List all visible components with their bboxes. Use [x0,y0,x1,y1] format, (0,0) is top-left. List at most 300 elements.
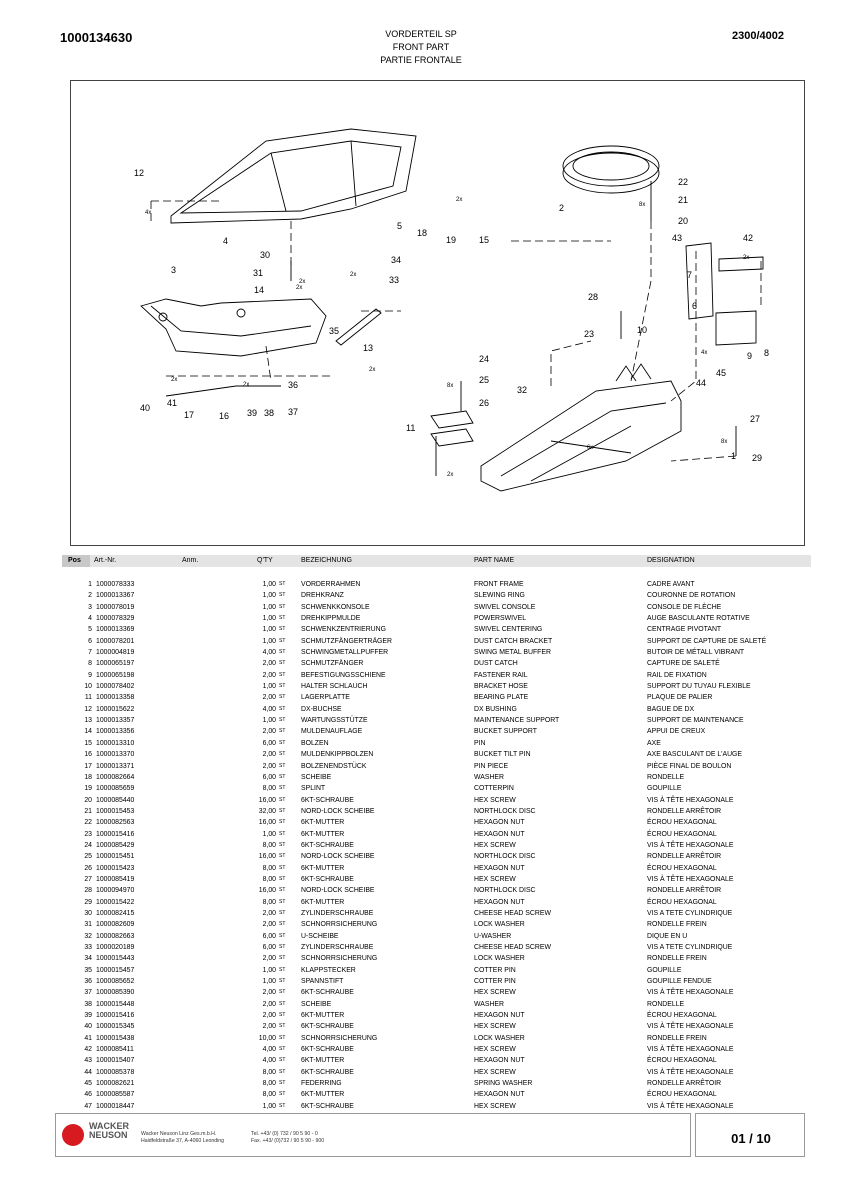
qty-mark: 2x [456,197,463,203]
front-frame-inner [501,403,666,481]
fastener-rail-part [719,257,763,271]
col-part: PART NAME [474,557,515,564]
pos-cell: 15 [84,739,92,747]
qty-mark: 8x [639,202,646,208]
qty-mark: 8x [721,439,728,445]
model-number: 2300/4002 [732,30,784,42]
parts-table-header [62,555,811,567]
pos-cell: 19 [84,785,92,793]
pos-cell: 46 [84,1091,92,1099]
table-row [62,726,811,737]
pos-cell: 34 [84,955,92,963]
part-name-cell: NORTHLOCK DISC [474,807,536,815]
designation-cell: CONSOLE DE FLÈCHE [647,603,722,611]
designation-cell: ÉCROU HEXAGONAL [647,830,717,838]
quantity-cell: 16,00 [258,819,276,827]
exploded-view-svg [71,81,804,545]
part-name-cell: CHEESE HEAD SCREW [474,909,551,917]
article-number-cell: 1000078019 [96,603,135,611]
pos-cell: 5 [88,626,92,634]
page-number-box [695,1113,805,1157]
article-number-cell: 1000085587 [96,1091,135,1099]
bezeichnung-cell: 6KT-SCHRAUBE [301,1068,354,1076]
unit-cell: ST [279,819,286,826]
title-en: FRONT PART [392,42,450,52]
article-number-cell: 1000085440 [96,796,135,804]
callout: 16 [219,411,230,421]
bezeichnung-cell: 6KT-SCHRAUBE [301,1046,354,1054]
unit-cell: ST [279,637,286,644]
article-number-cell: 1000082563 [96,819,135,827]
bezeichnung-cell: DREHKIPPMULDE [301,615,361,623]
quantity-cell: 8,00 [262,898,276,906]
designation-cell: SUPPORT DU TUYAU FLEXIBLE [647,683,751,691]
article-number-cell: 1000085659 [96,785,135,793]
designation-cell: CADRE AVANT [647,581,695,588]
quantity-cell: 2,00 [262,751,276,759]
quantity-cell: 6,00 [262,932,276,940]
table-row [62,851,811,862]
unit-cell: ST [279,615,286,622]
table-row [62,624,811,635]
callout: 3 [171,265,177,275]
callout: 21 [678,195,689,205]
table-row [62,647,811,658]
designation-cell: CENTRAGE PIVOTANT [647,626,722,634]
part-name-cell: HEXAGON NUT [474,819,525,827]
wacker-neuson-logo-icon [62,1124,84,1146]
table-row [62,658,811,669]
pos-cell: 23 [84,830,92,838]
pos-cell: 38 [84,1000,92,1008]
quantity-cell: 2,00 [262,694,276,702]
col-bez: BEZEICHNUNG [301,557,352,564]
bezeichnung-cell: SCHWENKZENTRIERUNG [301,626,386,634]
designation-cell: BAGUE DE DX [647,705,695,713]
callout: 20 [678,216,689,226]
designation-cell: PIÈCE FINAL DE BOULON [647,762,732,770]
table-row [62,897,811,908]
pos-cell: 35 [84,966,92,974]
company-contact [251,1131,324,1145]
pos-cell: 42 [84,1046,92,1054]
quantity-cell: 2,00 [262,1000,276,1008]
pos-cell: 45 [84,1080,92,1088]
article-number-cell: 1000015453 [96,807,135,815]
article-number-cell: 1000015416 [96,830,135,838]
bezeichnung-cell: SCHEIBE [301,1000,332,1008]
designation-cell: CAPTURE DE SALETÉ [647,660,720,668]
pos-cell: 13 [84,717,92,725]
designation-cell: SUPPORT DE MAINTENANCE [647,717,744,725]
swivel-console-inner [151,306,311,336]
quantity-cell: 2,00 [262,762,276,770]
bezeichnung-cell: NORD-LOCK SCHEIBE [301,853,375,861]
front-frame-part [481,381,681,491]
part-name-cell: WASHER [474,1000,504,1008]
company-tel: Tel. +43/ (0) 732 / 90 5 90 - 0 [251,1131,318,1137]
designation-cell: ÉCROU HEXAGONAL [647,819,717,827]
table-row [62,602,811,613]
part-name-cell: HEXAGON NUT [474,1012,525,1020]
quantity-cell: 1,00 [262,603,276,611]
console-hole [159,313,167,321]
part-name-cell: HEX SCREW [474,989,516,997]
article-number-cell: 1000065198 [96,671,135,679]
table-row [62,806,811,817]
article-number-cell: 1000085378 [96,1068,135,1076]
unit-cell: ST [279,796,286,803]
company-street: Haidfeldstraße 37, A-4060 Leonding [141,1138,225,1144]
bezeichnung-cell: 6KT-SCHRAUBE [301,875,354,883]
designation-cell: SUPPORT DE CAPTURE DE SALETÉ [647,637,767,645]
designation-cell: VIS À TÊTE HEXAGONALE [647,1102,734,1110]
qty-mark: 2x [350,272,357,278]
article-number-cell: 1000015438 [96,1034,135,1042]
callout: 43 [672,233,683,243]
table-row [62,749,811,760]
unit-cell: ST [279,626,286,633]
qty-mark: 4x [145,210,152,216]
article-number-cell: 1000082621 [96,1080,135,1088]
unit-cell: ST [279,694,286,701]
designation-cell: ÉCROU HEXAGONAL [647,1091,717,1099]
designation-cell: GOUPILLE [647,785,682,793]
callout: 37 [288,407,299,417]
designation-cell: RONDELLE FREIN [647,921,707,929]
pos-cell: 20 [84,796,92,804]
callout: 19 [446,235,457,245]
pos-cell: 40 [84,1023,92,1031]
callout: 14 [254,285,265,295]
quantity-cell: 1,00 [262,1102,276,1110]
article-number-cell: 1000015345 [96,1023,135,1031]
pos-cell: 37 [84,989,92,997]
pos-cell: 9 [88,671,92,679]
article-number-cell: 1000020189 [96,944,135,951]
pos-cell: 24 [84,841,92,849]
article-number-cell: 1000082663 [96,932,135,940]
part-name-cell: WASHER [474,773,504,781]
pos-cell: 31 [84,921,92,929]
col-qty: Q'TY [257,557,273,564]
designation-cell: AUGE BASCULANTE ROTATIVE [647,615,750,623]
callout: 25 [479,375,490,385]
exploded-view-drawing [70,80,805,546]
article-number-cell: 1000015443 [96,955,135,963]
unit-cell: ST [279,739,286,746]
page-number: 01 / 10 [731,1131,771,1146]
designation-cell: RONDELLE ARRÊTOIR [647,807,722,815]
callout: 41 [167,398,178,408]
part-name-cell: FRONT FRAME [474,581,524,588]
quantity-cell: 2,00 [262,728,276,736]
table-row [62,874,811,885]
part-name-cell: COTTER PIN [474,966,516,974]
pos-cell: 29 [84,898,92,906]
col-art: Art.-Nr. [94,557,117,564]
pos-cell: 4 [88,615,92,623]
callout: 40 [140,403,151,413]
callout: 5 [397,221,403,231]
callout: 22 [678,177,689,187]
part-name-cell: HEXAGON NUT [474,830,525,838]
quantity-cell: 1,00 [262,966,276,974]
table-row [62,692,811,703]
unit-cell: ST [279,581,286,587]
callout: 28 [588,292,599,302]
bezeichnung-cell: BEFESTIGUNGSSCHIENE [301,671,386,679]
bezeichnung-cell: SCHWENKKONSOLE [301,603,370,611]
article-number-cell: 1000082415 [96,909,135,917]
part-name-cell: HEX SCREW [474,796,516,804]
pos-cell: 2 [88,592,92,600]
article-number-cell: 1000013357 [96,717,135,725]
article-number-cell: 1000078402 [96,683,135,691]
article-number-cell: 1000085419 [96,875,135,883]
part-name-cell: SWIVEL CENTERING [474,626,543,634]
unit-cell: ST [279,1102,286,1109]
bezeichnung-cell: 6KT-MUTTER [301,898,345,906]
bezeichnung-cell: SPANNSTIFT [301,978,344,986]
article-number-cell: 1000013358 [96,694,135,702]
bezeichnung-cell: ZYLINDERSCHRAUBE [301,909,374,917]
bezeichnung-cell: SCHMUTZFÄNGER [301,660,364,668]
unit-cell: ST [279,1012,286,1019]
article-number-cell: 1000078333 [96,581,135,588]
unit-cell: ST [279,717,286,724]
unit-cell: ST [279,1068,286,1075]
pos-cell: 14 [84,728,92,736]
callout: 42 [743,233,754,243]
callout: 8 [764,348,770,358]
unit-cell: ST [279,1023,286,1030]
footer [55,1113,805,1158]
quantity-cell: 2,00 [262,989,276,997]
col-pos: Pos [62,555,90,567]
quantity-cell: 2,00 [262,671,276,679]
qty-mark: 4x [701,350,708,356]
footer-company-box [55,1113,691,1157]
col-anm: Anm. [182,557,199,564]
unit-cell: ST [279,955,286,962]
part-name-cell: BUCKET SUPPORT [474,728,537,736]
article-number-cell: 1000085652 [96,978,135,986]
table-row [62,1044,811,1055]
pos-cell: 36 [84,978,92,986]
qty-mark: 2x [299,279,306,285]
callout: 26 [479,398,490,408]
part-name-cell: U-WASHER [474,932,512,940]
part-name-cell: HEX SCREW [474,1102,516,1110]
bezeichnung-cell: SCHNORRSICHERUNG [301,955,378,963]
designation-cell: RONDELLE ARRÊTOIR [647,887,722,895]
callout: 34 [391,255,402,265]
table-row [62,1089,811,1100]
bucket-inner [181,141,401,213]
table-row [62,953,811,964]
callout: 1 [731,451,737,461]
bezeichnung-cell: U-SCHEIBE [301,932,339,940]
designation-cell: RONDELLE [647,773,685,781]
pos-cell: 33 [84,944,92,951]
table-row [62,761,811,772]
callout: 4 [223,236,229,246]
part-name-cell: DUST CATCH [474,660,518,668]
callout: 32 [517,385,528,395]
quantity-cell: 8,00 [262,1080,276,1088]
unit-cell: ST [279,1080,286,1087]
unit-cell: ST [279,887,286,894]
article-number-cell: 1000065197 [96,660,135,668]
article-number-cell: 1000018447 [96,1102,135,1110]
bearing-plate-part [431,411,473,446]
table-row [62,636,811,647]
quantity-cell: 4,00 [262,705,276,713]
article-number-cell: 1000015407 [96,1057,135,1065]
quantity-cell: 1,00 [262,830,276,838]
designation-cell: RONDELLE FREIN [647,955,707,963]
article-number-cell: 1000013370 [96,751,135,759]
callout: 35 [329,326,340,336]
callout: 13 [363,343,374,353]
article-number-cell: 1000013310 [96,739,135,747]
unit-cell: ST [279,909,286,916]
bezeichnung-cell: MULDENAUFLAGE [301,728,363,736]
part-name-cell: PIN [474,739,486,747]
bezeichnung-cell: NORD-LOCK SCHEIBE [301,887,375,895]
designation-cell: RONDELLE ARRÊTOIR [647,853,722,861]
designation-cell: VIS A TETE CYLINDRIQUE [647,944,733,951]
quantity-cell: 2,00 [262,909,276,917]
pos-cell: 47 [84,1102,92,1110]
unit-cell: ST [279,898,286,905]
callout: 24 [479,354,490,364]
callout: 7 [687,270,693,280]
bezeichnung-cell: VORDERRAHMEN [301,581,361,588]
part-name-cell: MAINTENANCE SUPPORT [474,717,560,725]
qty-mark: 2x [369,367,376,373]
table-row [62,942,811,953]
slewing-ring-inner [573,152,649,180]
unit-cell: ST [279,853,286,860]
table-row [62,670,811,681]
article-number-cell: 1000013356 [96,728,135,736]
part-name-cell: SPRING WASHER [474,1080,533,1088]
pos-cell: 1 [88,581,92,588]
qty-mark: 2x [296,285,303,291]
unit-cell: ST [279,592,286,599]
callout: 9 [747,351,753,361]
quantity-cell: 8,00 [262,875,276,883]
unit-cell: ST [279,751,286,758]
table-row [62,1010,811,1021]
table-row [62,908,811,919]
designation-cell: AXE BASCULANT DE L'AUGE [647,751,743,759]
quantity-cell: 8,00 [262,841,276,849]
designation-cell: RONDELLE ARRÊTOIR [647,1080,722,1088]
designation-cell: VIS À TÊTE HEXAGONALE [647,796,734,804]
callout: 31 [253,268,264,278]
article-number-cell: 1000082664 [96,773,135,781]
callout: 29 [752,453,763,463]
designation-cell: VIS À TÊTE HEXAGONALE [647,989,734,997]
dust-catch-part [716,311,756,345]
quantity-cell: 1,00 [262,637,276,645]
part-name-cell: NORTHLOCK DISC [474,887,536,895]
pos-cell: 39 [84,1012,92,1020]
unit-cell: ST [279,649,286,656]
article-number-cell: 1000085411 [96,1046,134,1054]
unit-cell: ST [279,728,286,735]
quantity-cell: 2,00 [262,1023,276,1031]
unit-cell: ST [279,807,286,814]
bezeichnung-cell: BOLZENENDSTÜCK [301,762,367,770]
article-number-cell: 1000085429 [96,841,135,849]
designation-cell: AXE [647,739,661,747]
pos-cell: 44 [84,1068,92,1076]
unit-cell: ST [279,830,286,837]
designation-cell: BUTOIR DE MÉTALL VIBRANT [647,649,745,657]
part-name-cell: PIN PIECE [474,762,509,770]
unit-cell: ST [279,875,286,882]
article-number-cell: 1000015622 [96,705,135,713]
table-row [62,840,811,851]
designation-cell: APPUI DE CREUX [647,728,706,736]
unit-cell: ST [279,785,286,792]
quantity-cell: 8,00 [262,1068,276,1076]
unit-cell: ST [279,978,286,985]
designation-cell: VIS À TÊTE HEXAGONALE [647,1023,734,1031]
table-row [62,704,811,715]
table-row [62,976,811,987]
title-fr: PARTIE FRONTALE [380,55,462,65]
designation-cell: RONDELLE FREIN [647,1034,707,1042]
article-number-cell: 1000078329 [96,615,135,623]
table-row [62,590,811,601]
title-de: VORDERTEIL SP [385,29,457,39]
designation-cell: RONDELLE [647,1000,685,1008]
part-name-cell: HEXAGON NUT [474,1057,525,1065]
bezeichnung-cell: LAGERPLATTE [301,694,350,702]
table-row [62,863,811,874]
quantity-cell: 16,00 [258,853,276,861]
unit-cell: ST [279,705,286,712]
document-title [0,28,842,67]
article-number-cell: 1000013371 [96,762,135,770]
qty-mark: 2x [743,255,750,261]
pos-cell: 17 [84,762,92,770]
callout: 27 [750,414,761,424]
parts-table-body [62,579,811,1112]
callout: 38 [264,408,275,418]
pos-cell: 41 [84,1034,92,1042]
quantity-cell: 4,00 [262,1057,276,1065]
bucket-part [171,129,416,223]
bezeichnung-cell: KLAPPSTECKER [301,966,356,974]
table-row [62,772,811,783]
quantity-cell: 6,00 [262,944,276,951]
quantity-cell: 4,00 [262,649,276,657]
callout: 30 [260,250,271,260]
part-name-cell: DUST CATCH BRACKET [474,637,553,645]
unit-cell: ST [279,683,286,690]
unit-cell: ST [279,1000,286,1007]
pos-cell: 6 [88,637,92,645]
part-name-cell: HEXAGON NUT [474,1091,525,1099]
bezeichnung-cell: 6KT-SCHRAUBE [301,1102,354,1110]
unit-cell: ST [279,671,286,678]
